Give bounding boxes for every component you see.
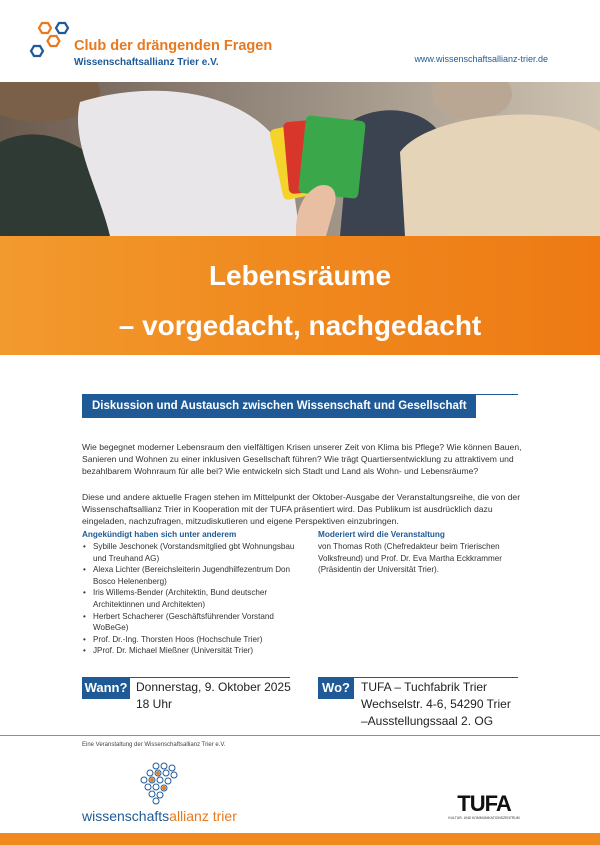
tufa-logo-text: TUFA	[457, 791, 511, 816]
when-details	[136, 679, 291, 713]
when-time: 18 Uhr	[136, 697, 173, 711]
when-rule	[130, 677, 290, 678]
where-rule	[354, 677, 518, 678]
footer-divider	[0, 735, 600, 736]
intro-paragraph-1: Wie begegnet moderner Lebensraum den vielfältigen Krisen unserer Zeit von Klima bis Pflege? Wie können Bauen, Sanieren und Wohnen zu einer inklusiven Gesellschaft führen? Wie trägt Quartiersentwicklung zu attraktivem und bezahlbarem Wohnraum für alle bei? Wie entwickeln sich Stadt und Land als Wohn- und Lebensräume?	[82, 442, 522, 476]
logo-word-3: trier	[212, 808, 237, 824]
organizer-note: Eine Veranstaltung der Wissenschaftsallianz Trier e.V.	[82, 742, 226, 748]
list-item: • Iris Willems-Bender (Architektin, Bund deutscher Architektinnen und Architekten)	[82, 587, 297, 610]
logo-word-1: wissenschafts	[82, 808, 170, 824]
tufa-logo	[448, 789, 520, 821]
website-link[interactable]: www.wissenschaftsallianz-trier.de	[414, 54, 548, 64]
list-item: • Herbert Schacherer (Geschäftsführender Vorstand WoBeGe)	[82, 611, 297, 634]
subtitle-bar: Diskussion und Austausch zwischen Wissenschaft und Gesellschaft	[82, 394, 476, 418]
moderation-heading: Moderiert wird die Veranstaltung	[318, 530, 445, 539]
subtitle-rule	[476, 394, 518, 395]
event-title-line2: – vorgedacht, nachgedacht	[118, 310, 482, 341]
list-item: • Sybille Jeschonek (Vorstandsmitglied gbt Wohnungsbau und Treuhand AG)	[82, 541, 297, 564]
moderation-text: von Thomas Roth (Chefredakteur beim Trierischen Volksfreund) und Prof. Dr. Eva Martha Eckkrammer (Präsidentin der Universität Trier).	[318, 542, 502, 575]
list-item: • Prof. Dr.-Ing. Thorsten Hoos (Hochschule Trier)	[82, 634, 297, 646]
speakers-section	[82, 530, 297, 657]
where-details	[361, 679, 511, 730]
speakers-list	[82, 541, 297, 657]
logo-word-2: allianz	[169, 808, 209, 824]
audience-photo	[0, 82, 600, 236]
org-name: Club der drängenden Fragen	[74, 38, 273, 54]
footer-bar	[0, 833, 600, 845]
intro-paragraph-2: Diese und andere aktuelle Fragen stehen im Mittelpunkt der Oktober-Ausgabe der Veranstaltungsreihe, die von der Wissenschaftsallianz Trier in Kooperation mit der TUFA präsentiert wird. Das Publikum ist ausdrücklich dazu eingeladen, nachzufragen, mitzudiskutieren und eigene Perspektiven einzubringen.	[82, 492, 521, 526]
wissenschaftsallianz-logo-text	[82, 808, 237, 824]
where-address: Wechselstr. 4-6, 54290 Trier	[361, 697, 511, 711]
where-room: –Ausstellungssaal 2. OG	[361, 714, 494, 728]
where-venue: TUFA – Tuchfabrik Trier	[361, 680, 488, 694]
hexagon-cluster-icon	[136, 760, 186, 808]
moderation-section	[318, 530, 528, 576]
event-title-line1: Lebensräume	[208, 260, 392, 291]
list-item: • JProf. Dr. Michael Mießner (Universität Trier)	[82, 645, 297, 657]
org-subtitle: Wissenschaftsallianz Trier e.V.	[74, 57, 219, 68]
hexagon-logo-icon	[28, 20, 74, 58]
where-label: Wo?	[318, 677, 354, 699]
when-date: Donnerstag, 9. Oktober 2025	[136, 680, 291, 694]
speakers-heading: Angekündigt haben sich unter anderem	[82, 530, 237, 539]
tufa-subtitle: KULTUR- UND KOMMUNIKATIONSZENTRUM	[448, 816, 520, 820]
list-item: • Alexa Lichter (Bereichsleiterin Jugendhilfezentrum Don Bosco Helenenberg)	[82, 564, 297, 587]
when-label: Wann?	[82, 677, 130, 699]
